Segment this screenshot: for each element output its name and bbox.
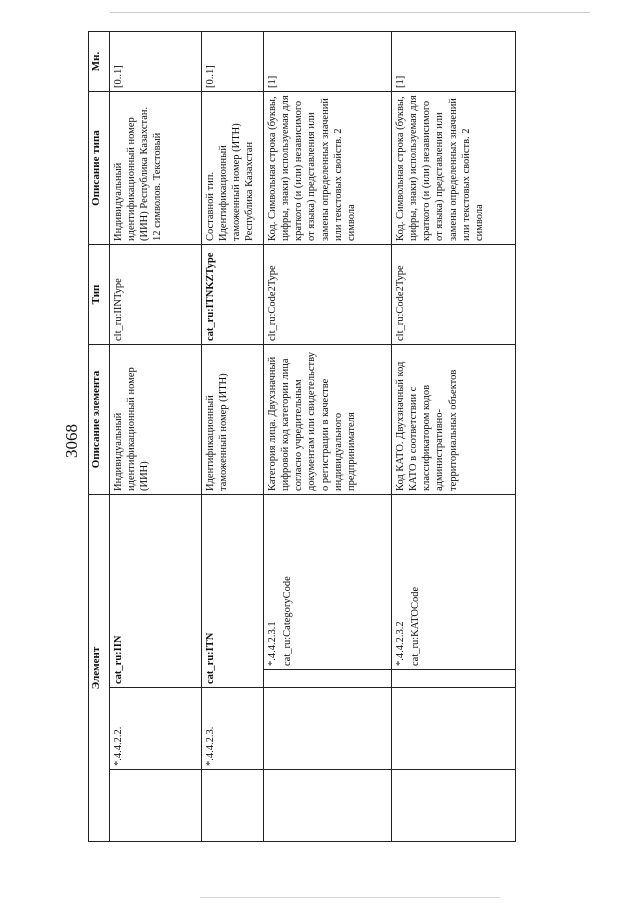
header-type: Тип bbox=[89, 245, 110, 345]
element-name: cat_ru:IIN bbox=[110, 495, 202, 688]
multiplicity: [1] bbox=[264, 32, 392, 92]
multiplicity: [0..1] bbox=[110, 32, 202, 92]
type-description: Код. Символьная строка (буквы, цифры, знаки) используемая для краткого (и (или) независимого от языка) представления или замены определенных значений или текстовых свойств. 2 символа bbox=[392, 92, 516, 245]
indent-cell bbox=[202, 770, 264, 842]
element-description: Категория лица. Двухзначный цифровой код категории лица согласно учредительным документам или свидетельству о регистрации в качестве индивидуального предпринимателя bbox=[264, 345, 392, 495]
header-element-description: Описание элемента bbox=[89, 345, 110, 495]
header-multiplicity: Мн. bbox=[89, 32, 110, 92]
top-rule bbox=[110, 12, 590, 13]
table-row bbox=[392, 32, 516, 842]
indent-cell bbox=[264, 688, 392, 770]
element-type: cat_ru:ITNKZType bbox=[202, 245, 264, 345]
header-type-description: Описание типа bbox=[89, 92, 110, 245]
rotated-table-frame bbox=[88, 32, 618, 842]
element-number: *.4.4.2.3.1 bbox=[267, 621, 278, 666]
element-type: clt_ru:IINType bbox=[110, 245, 202, 345]
element-description: Код КАТО. Двухзначный код КАТО в соответствии с классификатором кодов административно-территориальных объектов bbox=[392, 345, 516, 495]
spec-table bbox=[88, 31, 516, 842]
indent-cell bbox=[264, 770, 392, 842]
table-row bbox=[110, 32, 202, 842]
type-description: Составной тип. Идентификационный таможенный номер (ИТН) Республика Казахстан bbox=[202, 92, 264, 245]
element-number bbox=[264, 670, 392, 688]
bottom-rule bbox=[200, 897, 500, 898]
spec-table-container bbox=[88, 32, 618, 842]
multiplicity: [0..1] bbox=[202, 32, 264, 92]
element-name: cat_ru:ITN bbox=[202, 495, 264, 688]
table-row bbox=[264, 32, 392, 842]
element-number: *.4.4.2.3.2 bbox=[395, 621, 406, 666]
element-description: Идентификационный таможенный номер (ИТН) bbox=[202, 345, 264, 495]
element-number: *.4.4.2.3. bbox=[202, 688, 264, 770]
element-number bbox=[392, 670, 516, 688]
element-number: *.4.4.2.2. bbox=[110, 688, 202, 770]
type-description: Код. Символьная строка (буквы, цифры, знаки) используемая для краткого (и (или) независимого от языка) представления или замены определенных значений или текстовых свойств. 2 символа bbox=[264, 92, 392, 245]
element-name-cell bbox=[264, 495, 392, 670]
element-type: clt_ru:Code2Type bbox=[392, 245, 516, 345]
element-name: cat_ru:KATOCode bbox=[410, 586, 422, 666]
element-type: clt_ru:Code2Type bbox=[264, 245, 392, 345]
page-number: 3068 bbox=[62, 424, 81, 458]
multiplicity: [1] bbox=[392, 32, 516, 92]
element-description: Индивидуальный идентификационный номер (ИИН) bbox=[110, 345, 202, 495]
element-name-cell bbox=[392, 495, 516, 670]
header-element: Элемент bbox=[89, 495, 110, 842]
table-row bbox=[202, 32, 264, 842]
type-description: Индивидуальный идентификационный номер (ИИН) Республика Казахстан. 12 символов. Текстовый bbox=[110, 92, 202, 245]
element-name: cat_ru:CategoryCode bbox=[282, 576, 294, 666]
header-row bbox=[89, 32, 110, 842]
indent-cell bbox=[392, 688, 516, 770]
indent-cell bbox=[110, 770, 202, 842]
indent-cell bbox=[392, 770, 516, 842]
